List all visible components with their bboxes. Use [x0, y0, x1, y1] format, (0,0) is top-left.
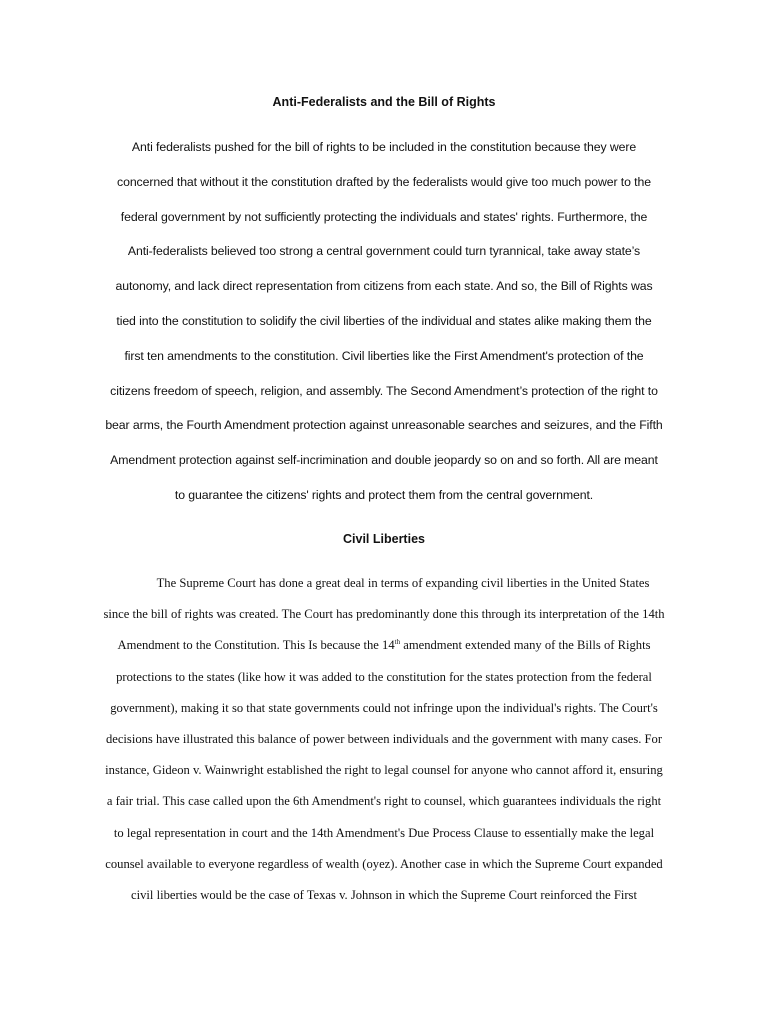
- civil-liberties-paragraph: [60, 568, 708, 911]
- line-text: The Supreme Court has done a great deal in terms of expanding civil liberties in the United States: [156, 576, 650, 590]
- paragraph-line: civil liberties would be the case of Texas v. Johnson in which the Supreme Court reinforced the First: [131, 888, 637, 903]
- paragraph-line: autonomy, and lack direct representation from citizens from each state. And so, the Bill of Rights was: [115, 279, 653, 294]
- paragraph-line: Amendment protection against self-incrimination and double jeopardy so on and so forth. All are meant: [110, 453, 658, 468]
- paragraph-line: protections to the states (like how it was added to the constitution for the states protection from the federal: [116, 669, 652, 684]
- paragraph-line: Anti federalists pushed for the bill of rights to be included in the constitution because they were: [131, 140, 637, 154]
- paragraph-line: since the bill of rights was created. The Court has predominantly done this through its interpretation of the 14th: [103, 607, 665, 622]
- paragraph-line: [60, 568, 708, 599]
- superscript: th: [394, 638, 401, 647]
- intro-paragraph: [60, 130, 708, 513]
- paragraph-line: concerned that without it the constitution drafted by the federalists would give too much power to the: [117, 174, 651, 189]
- paragraph-line: a fair trial. This case called upon the 6th Amendment's right to counsel, which guarantees individuals the right: [106, 794, 662, 809]
- section-heading: Civil Liberties: [343, 532, 425, 546]
- paragraph-line: instance, Gideon v. Wainwright established the right to legal counsel for anyone who cannot afford it, ensuring: [105, 763, 663, 778]
- document-title: Anti-Federalists and the Bill of Rights: [272, 95, 496, 109]
- paragraph-line: counsel available to everyone regardless of wealth (oyez). Another case in which the Supreme Court expanded: [105, 856, 663, 871]
- paragraph-line: to guarantee the citizens' rights and protect them from the central government.: [174, 487, 594, 502]
- paragraph-line: government), making it so that state governments could not infringe upon the individual's rights. The Court's: [110, 700, 658, 715]
- paragraph-line: bear arms, the Fourth Amendment protection against unreasonable searches and seizures, and the Fifth: [105, 418, 663, 433]
- paragraph-line: [60, 630, 708, 661]
- paragraph-line: federal government by not sufficiently protecting the individuals and states' rights. Furthermore, the: [120, 209, 648, 224]
- line-text: Amendment to the Constitution. This Is because the 14: [117, 638, 395, 653]
- paragraph-line: Anti-federalists believed too strong a central government could turn tyrannical, take away state’s: [127, 244, 641, 259]
- paragraph-line: tied into the constitution to solidify the civil liberties of the individual and states alike making them the: [116, 313, 652, 328]
- line-text: amendment extended many of the Bills of Rights: [400, 638, 651, 653]
- paragraph-line: decisions have illustrated this balance of power between individuals and the government with many cases. For: [105, 732, 663, 747]
- paragraph-line: to legal representation in court and the 14th Amendment's Due Process Clause to essentially make the legal: [113, 825, 655, 840]
- paragraph-line: first ten amendments to the constitution. Civil liberties like the First Amendment's protection of the: [124, 348, 644, 363]
- paragraph-line: citizens freedom of speech, religion, and assembly. The Second Amendment’s protection of the right to: [110, 383, 658, 398]
